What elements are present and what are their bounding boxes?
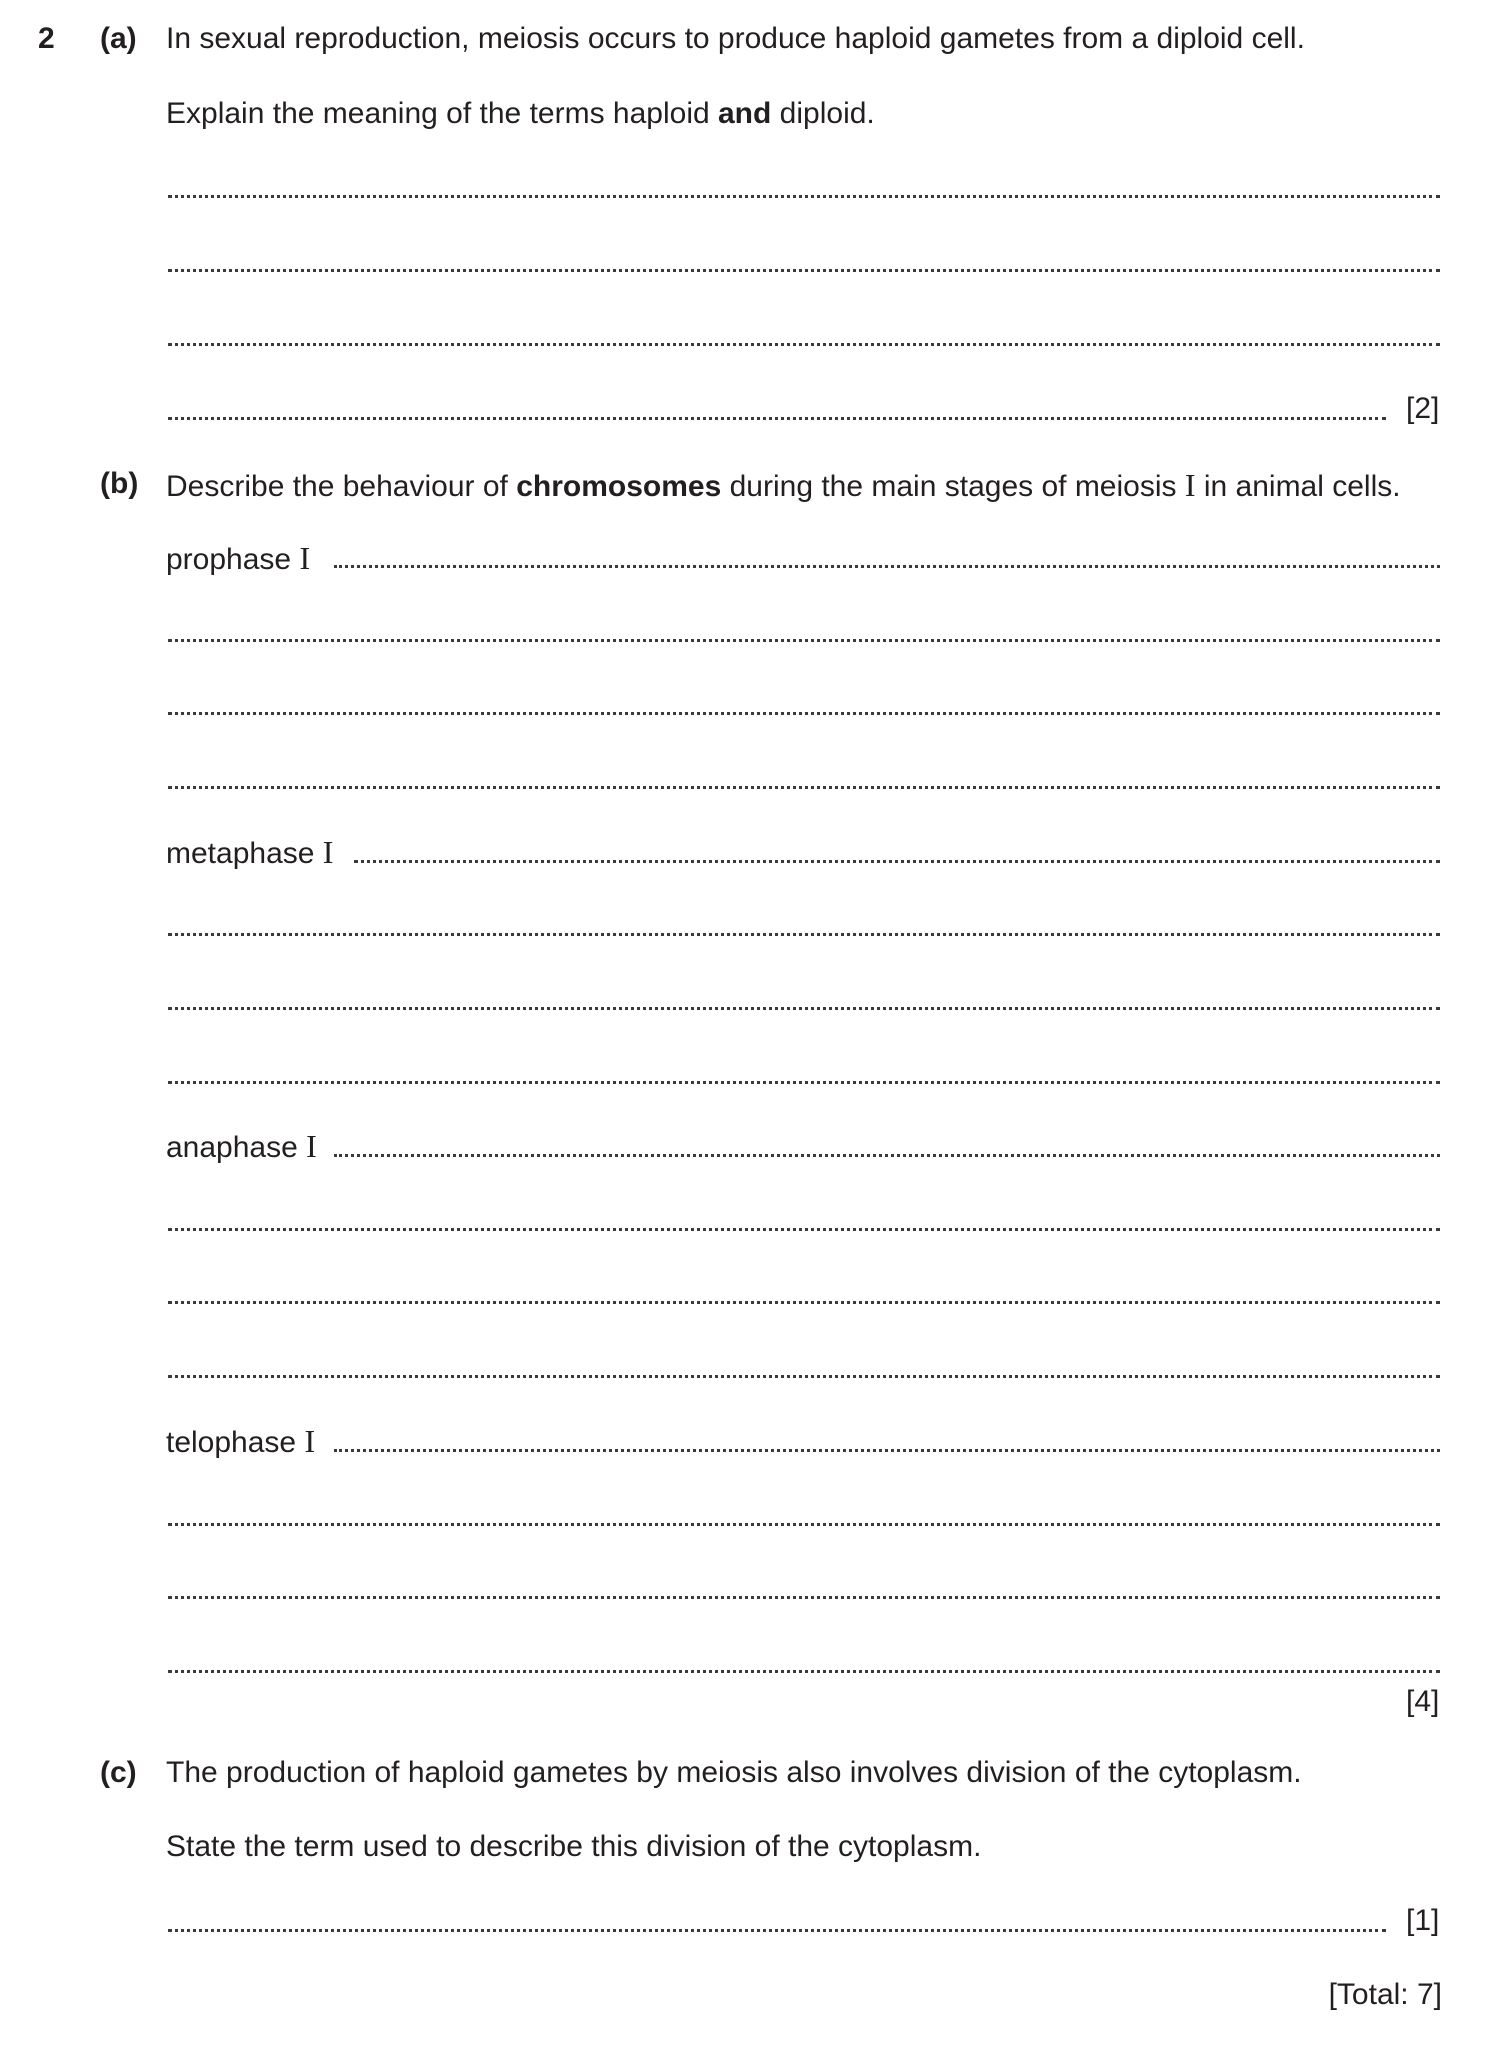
part-c-prompt: State the term used to describe this division of the cytoplasm.: [166, 1830, 982, 1863]
part-a-prompt: [166, 97, 875, 131]
part-b-label: (b): [100, 467, 139, 500]
total-marks: [Total: 7]: [1328, 1978, 1442, 2011]
part-b-marks: [4]: [1406, 1685, 1440, 1718]
answer-line-a4[interactable]: [168, 417, 1386, 420]
answer-line-prophase-3[interactable]: [168, 712, 1440, 715]
part-b-prompt: [166, 467, 1401, 504]
answer-line-anaphase-2[interactable]: [168, 1228, 1440, 1231]
answer-line-anaphase-4[interactable]: [168, 1375, 1440, 1378]
answer-line-prophase-1[interactable]: [334, 565, 1440, 568]
part-a-marks: [2]: [1406, 392, 1440, 425]
part-b-prompt-middle: during the main stages of meiosis: [721, 470, 1185, 503]
stage-label-anaphase: [166, 1128, 317, 1165]
stage-numeral: I: [304, 1423, 316, 1459]
answer-line-metaphase-4[interactable]: [168, 1081, 1440, 1084]
answer-line-metaphase-3[interactable]: [168, 1007, 1440, 1010]
answer-line-telophase-3[interactable]: [168, 1596, 1440, 1599]
stage-label-prophase: [166, 540, 310, 577]
stage-numeral: I: [322, 834, 334, 870]
part-a-label: (a): [100, 22, 137, 55]
question-number: 2: [38, 22, 55, 55]
part-b-prompt-end: in animal cells.: [1195, 470, 1401, 503]
stage-label-metaphase: [166, 834, 333, 871]
answer-line-a1[interactable]: [168, 195, 1440, 198]
part-b-prompt-numeral: I: [1184, 467, 1196, 503]
answer-line-a3[interactable]: [168, 343, 1440, 346]
part-c-stem: The production of haploid gametes by meiosis also involves division of the cytoplasm.: [166, 1756, 1302, 1789]
part-b-prompt-bold: chromosomes: [516, 470, 722, 503]
answer-line-metaphase-1[interactable]: [354, 860, 1440, 863]
answer-line-telophase-4[interactable]: [168, 1670, 1440, 1673]
stage-numeral: I: [306, 1128, 317, 1164]
answer-line-prophase-4[interactable]: [168, 786, 1440, 789]
part-a-prompt-bold: and: [718, 97, 772, 130]
answer-line-c1[interactable]: [168, 1929, 1386, 1932]
answer-line-a2[interactable]: [168, 269, 1440, 272]
part-c-label: (c): [100, 1756, 137, 1789]
part-b-prompt-start: Describe the behaviour of: [166, 470, 517, 503]
answer-line-anaphase-1[interactable]: [334, 1154, 1440, 1157]
stage-name: telophase: [166, 1426, 297, 1459]
stage-name: anaphase: [166, 1131, 298, 1164]
answer-line-telophase-2[interactable]: [168, 1523, 1440, 1526]
stage-numeral: I: [299, 540, 311, 576]
answer-line-telophase-1[interactable]: [334, 1449, 1440, 1452]
answer-line-anaphase-3[interactable]: [168, 1301, 1440, 1304]
answer-line-metaphase-2[interactable]: [168, 933, 1440, 936]
stage-name: prophase: [166, 543, 292, 576]
stage-label-telophase: [166, 1423, 315, 1460]
part-c-marks: [1]: [1406, 1904, 1440, 1937]
stage-name: metaphase: [166, 837, 315, 870]
answer-line-prophase-2[interactable]: [168, 639, 1440, 642]
part-a-prompt-start: Explain the meaning of the terms haploid: [166, 97, 718, 130]
part-a-stem: In sexual reproduction, meiosis occurs to produce haploid gametes from a diploid cell.: [166, 22, 1305, 55]
part-a-prompt-end: diploid.: [771, 97, 875, 130]
